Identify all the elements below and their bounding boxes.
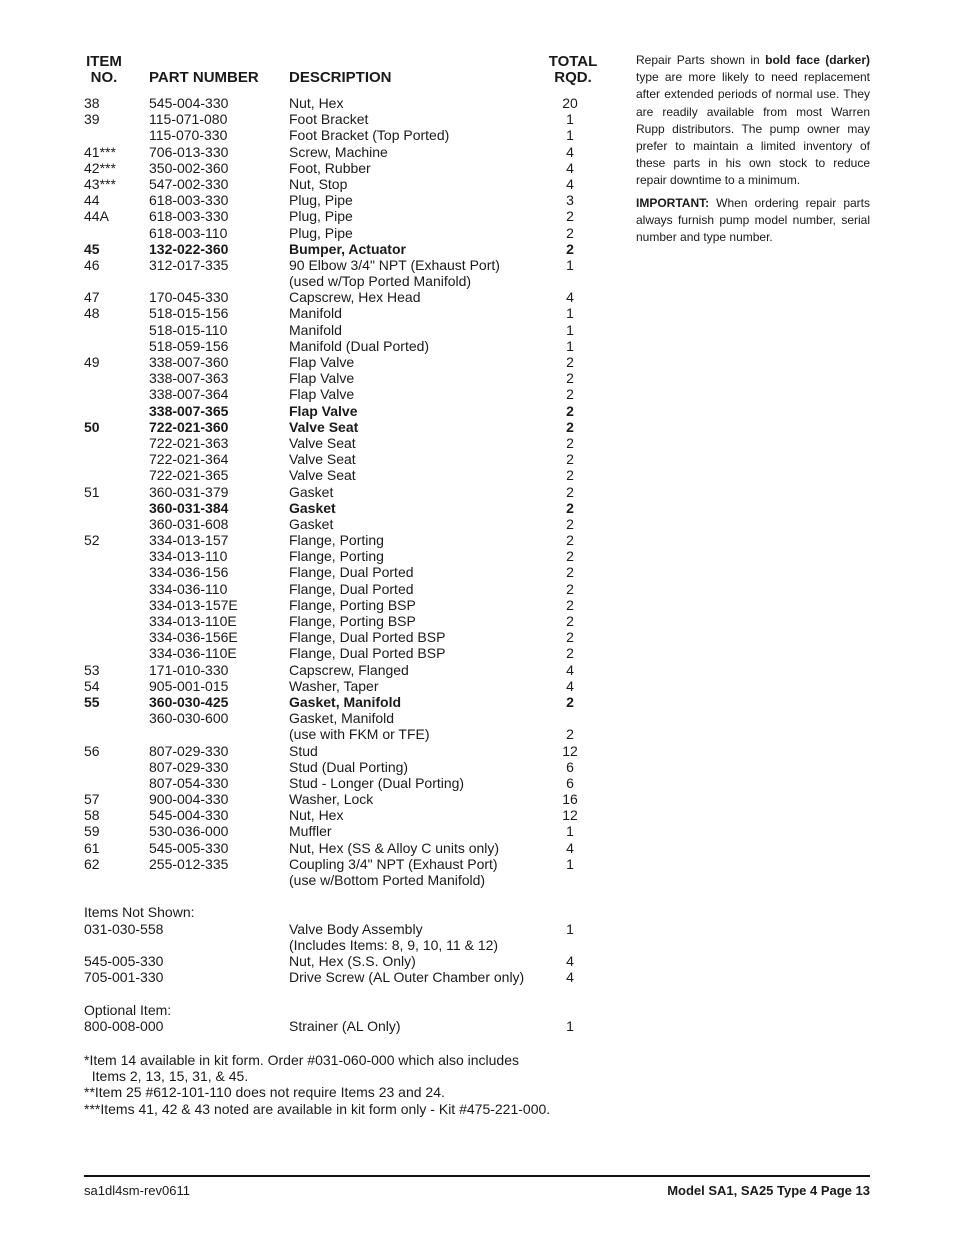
- header-item-line2: NO.: [90, 69, 118, 86]
- table-row: [84, 856, 604, 872]
- item-number: 49: [84, 354, 100, 370]
- part-number: 255-012-335: [149, 855, 229, 872]
- table-row: [84, 872, 604, 888]
- table-row: [84, 95, 604, 111]
- table-row: [84, 694, 604, 710]
- item-number: 41***: [84, 143, 116, 160]
- item-number: 43***: [84, 175, 116, 192]
- part-description: Valve Body Assembly: [289, 920, 423, 937]
- table-row: [84, 516, 604, 532]
- item-number: 800-008-000: [84, 1017, 164, 1034]
- part-number: 334-013-157: [149, 532, 229, 549]
- table-row: [84, 144, 604, 160]
- part-description: Stud: [289, 742, 318, 759]
- part-description: Manifold (Dual Ported): [289, 337, 430, 354]
- quantity: 6: [566, 774, 574, 791]
- part-description: Washer, Lock: [289, 791, 374, 808]
- quantity: 2: [566, 224, 574, 241]
- part-description: Gasket: [289, 483, 334, 500]
- table-row: [84, 564, 604, 580]
- table-row: [84, 597, 604, 613]
- quantity: 4: [566, 289, 574, 306]
- item-number: 62: [84, 855, 100, 872]
- part-description: Nut, Hex (S.S. Only): [289, 952, 416, 969]
- item-number: 44: [84, 192, 100, 209]
- header-item-no: [86, 54, 122, 86]
- part-description: (use w/Bottom Ported Manifold): [289, 872, 486, 888]
- part-number: 170-045-330: [149, 289, 229, 306]
- table-row: [84, 1002, 604, 1018]
- item-number: 61: [84, 839, 100, 856]
- quantity: 1: [566, 920, 574, 937]
- item-number: 58: [84, 807, 100, 824]
- quantity: 2: [566, 370, 574, 387]
- quantity: 2: [566, 418, 574, 435]
- part-description: Flange, Dual Ported: [289, 564, 414, 581]
- quantity: 2: [566, 434, 574, 451]
- quantity: 2: [566, 451, 574, 468]
- part-number: 706-013-330: [149, 143, 229, 160]
- item-number: Optional Item:: [84, 1001, 172, 1018]
- footnotes: [84, 1052, 550, 1117]
- part-number: 722-021-363: [149, 434, 229, 451]
- item-number: 39: [84, 111, 100, 128]
- quantity: 12: [562, 742, 578, 759]
- part-description: Flange, Dual Ported BSP: [289, 629, 446, 646]
- part-number: 722-021-364: [149, 451, 229, 468]
- part-number: 334-013-110E: [149, 613, 237, 629]
- item-number: 56: [84, 742, 100, 759]
- part-description: Capscrew, Flanged: [289, 661, 409, 678]
- part-description: Gasket, Manifold: [289, 710, 395, 727]
- item-number: 031-030-558: [84, 920, 164, 937]
- table-row: [84, 467, 604, 483]
- part-number: 334-013-110: [149, 548, 228, 565]
- table-row: [84, 807, 604, 823]
- part-number: 618-003-330: [149, 208, 229, 225]
- quantity: 16: [562, 791, 578, 808]
- part-description: Flap Valve: [289, 354, 355, 370]
- part-description: Flange, Porting BSP: [289, 613, 416, 629]
- part-description: Stud (Dual Porting): [289, 758, 409, 775]
- table-row: [84, 645, 604, 661]
- footnote-1: *Item 14 available in kit form. Order #031-060-000 which also includes: [84, 1052, 520, 1068]
- header-part-number: PART NUMBER: [149, 69, 259, 86]
- table-row: [84, 225, 604, 241]
- part-description: Flange, Dual Ported BSP: [289, 645, 446, 662]
- quantity: 2: [566, 726, 574, 743]
- table-row: [84, 581, 604, 597]
- part-number: 518-015-156: [149, 305, 229, 322]
- table-row: [84, 127, 604, 143]
- header-total-line2: RQD.: [554, 69, 592, 86]
- part-description: Valve Seat: [289, 434, 356, 451]
- quantity: 4: [566, 661, 574, 678]
- table-row: [84, 726, 604, 742]
- part-number: 338-007-360: [149, 354, 229, 370]
- table-row: [84, 775, 604, 791]
- table-row: [84, 484, 604, 500]
- part-number: 618-003-110: [149, 224, 228, 241]
- note-bold-text: bold face (darker): [765, 53, 870, 67]
- quantity: 4: [566, 677, 574, 694]
- part-description: Manifold: [289, 321, 342, 338]
- part-number: 360-031-384: [149, 499, 229, 516]
- quantity: 1: [566, 1017, 574, 1034]
- table-row: [84, 969, 604, 985]
- part-description: Flange, Dual Ported: [289, 580, 414, 597]
- table-row: [84, 305, 604, 321]
- table-row: [84, 435, 604, 451]
- quantity: 3: [566, 192, 574, 209]
- quantity: 2: [566, 208, 574, 225]
- item-number: 38: [84, 95, 100, 111]
- quantity: 4: [566, 143, 574, 160]
- item-number: 42***: [84, 159, 116, 176]
- part-number: 722-021-365: [149, 467, 229, 484]
- quantity: 2: [566, 483, 574, 500]
- table-row: [84, 629, 604, 645]
- part-number: 338-007-363: [149, 370, 229, 387]
- part-number: 334-013-157E: [149, 596, 238, 613]
- item-number: 48: [84, 305, 100, 322]
- item-number: 54: [84, 677, 100, 694]
- quantity: 1: [566, 256, 574, 273]
- table-row: [84, 338, 604, 354]
- table-row: [84, 386, 604, 402]
- part-number: 132-022-360: [149, 240, 229, 257]
- part-number: 338-007-364: [149, 386, 229, 403]
- item-number: Items Not Shown:: [84, 904, 195, 921]
- quantity: 2: [566, 580, 574, 597]
- part-number: 518-059-156: [149, 337, 229, 354]
- part-number: 905-001-015: [149, 677, 229, 694]
- header-item-line1: ITEM: [86, 53, 122, 70]
- part-number: 115-070-330: [149, 127, 228, 144]
- quantity: 2: [566, 515, 574, 532]
- table-row: [84, 419, 604, 435]
- table-row: [84, 241, 604, 257]
- item-number: 545-005-330: [84, 952, 164, 969]
- part-number: 115-071-080: [149, 111, 228, 128]
- item-number: 705-001-330: [84, 969, 164, 986]
- table-row: [84, 759, 604, 775]
- table-row: [84, 710, 604, 726]
- part-number: 171-010-330: [149, 661, 229, 678]
- part-number: 807-029-330: [149, 758, 229, 775]
- part-number: 334-036-110: [149, 580, 228, 597]
- part-description: Nut, Hex: [289, 95, 344, 111]
- table-row: [84, 548, 604, 564]
- part-description: (use with FKM or TFE): [289, 726, 430, 743]
- part-number: 350-002-360: [149, 159, 229, 176]
- part-description: Flap Valve: [289, 402, 358, 419]
- quantity: 2: [566, 467, 574, 484]
- table-row: [84, 904, 604, 920]
- quantity: 2: [566, 532, 574, 549]
- part-description: Gasket, Manifold: [289, 693, 402, 710]
- quantity: 2: [566, 548, 574, 565]
- part-description: Screw, Machine: [289, 143, 388, 160]
- part-description: Plug, Pipe: [289, 224, 353, 241]
- part-number: 807-054-330: [149, 774, 229, 791]
- part-number: 360-030-600: [149, 710, 229, 727]
- quantity: 4: [566, 159, 574, 176]
- part-description: Plug, Pipe: [289, 208, 353, 225]
- table-row: [84, 743, 604, 759]
- quantity: 2: [566, 499, 574, 516]
- part-description: Gasket: [289, 515, 334, 532]
- row-spacer: [84, 985, 604, 1001]
- quantity: 2: [566, 402, 574, 419]
- table-row: [84, 192, 604, 208]
- part-description: Valve Seat: [289, 467, 356, 484]
- table-row: [84, 354, 604, 370]
- table-row: [84, 176, 604, 192]
- table-row: [84, 823, 604, 839]
- part-description: Drive Screw (AL Outer Chamber only): [289, 969, 525, 986]
- part-description: Flange, Porting BSP: [289, 596, 416, 613]
- item-number: 50: [84, 418, 100, 435]
- table-row: [84, 273, 604, 289]
- part-number: 545-004-330: [149, 95, 229, 111]
- part-description: Stud - Longer (Dual Porting): [289, 774, 465, 791]
- part-description: Foot Bracket: [289, 111, 369, 128]
- part-number: 545-004-330: [149, 807, 229, 824]
- table-row: [84, 953, 604, 969]
- part-description: Plug, Pipe: [289, 192, 353, 209]
- quantity: 1: [566, 855, 574, 872]
- part-description: 90 Elbow 3/4" NPT (Exhaust Port): [289, 256, 500, 273]
- quantity: 2: [566, 596, 574, 613]
- note-text: type are more likely to need replacement after extended periods of normal use. They are readily available from most Warren Rupp distributors. The pump owner may prefer to maintain a limited inventory of these parts in his own stock to reduce repair downtime to a minimum.: [636, 70, 870, 188]
- item-number: 47: [84, 289, 100, 306]
- part-description: (used w/Top Ported Manifold): [289, 273, 472, 290]
- part-number: 312-017-335: [149, 256, 229, 273]
- quantity: 1: [566, 111, 574, 128]
- table-row: [84, 370, 604, 386]
- part-number: 618-003-330: [149, 192, 229, 209]
- part-description: Manifold: [289, 305, 342, 322]
- part-description: Bumper, Actuator: [289, 240, 406, 257]
- doc-code: sa1dl4sm-rev0611: [84, 1183, 190, 1198]
- table-row: [84, 289, 604, 305]
- row-spacer: [84, 888, 604, 904]
- part-number: 360-031-379: [149, 483, 229, 500]
- table-row: [84, 1018, 604, 1034]
- part-description: (Includes Items: 8, 9, 10, 11 & 12): [289, 936, 499, 953]
- quantity: 1: [566, 127, 574, 144]
- table-row: [84, 451, 604, 467]
- note-text: Repair Parts shown in: [636, 53, 766, 67]
- item-number: 59: [84, 823, 100, 840]
- table-row: [84, 322, 604, 338]
- part-description: Strainer (AL Only): [289, 1017, 401, 1034]
- part-description: Flange, Porting: [289, 532, 384, 549]
- quantity: 4: [566, 969, 574, 986]
- important-text: When ordering repair parts always furnish pump model number, serial number and type number.: [636, 195, 870, 245]
- item-number: 46: [84, 256, 100, 273]
- quantity: 4: [566, 175, 574, 192]
- header-total-rqd: [546, 54, 600, 86]
- item-number: 52: [84, 532, 100, 549]
- footnote-2: **Item 25 #612-101-110 does not require Items 23 and 24.: [84, 1084, 445, 1101]
- quantity: 6: [566, 758, 574, 775]
- important-label: IMPORTANT:: [636, 195, 710, 210]
- header-description: DESCRIPTION: [289, 69, 392, 86]
- table-row: [84, 613, 604, 629]
- repair-parts-note: [636, 52, 870, 251]
- part-description: Valve Seat: [289, 451, 356, 468]
- item-number: 55: [84, 693, 100, 710]
- item-number: 45: [84, 240, 100, 257]
- footnote-1-cont: Items 2, 13, 15, 31, & 45.: [84, 1068, 249, 1085]
- part-description: Muffler: [289, 823, 332, 840]
- part-number: 545-005-330: [149, 839, 229, 856]
- table-row: [84, 111, 604, 127]
- table-row: [84, 208, 604, 224]
- part-number: 518-015-110: [149, 321, 228, 338]
- part-description: Washer, Taper: [289, 677, 379, 694]
- parts-table: [84, 95, 604, 1034]
- item-number: 51: [84, 483, 100, 500]
- part-number: 530-036-000: [149, 823, 229, 840]
- quantity: 2: [566, 386, 574, 403]
- part-number: 722-021-360: [149, 418, 229, 435]
- part-description: Flange, Porting: [289, 548, 384, 565]
- part-description: Coupling 3/4" NPT (Exhaust Port): [289, 855, 498, 872]
- quantity: 20: [562, 95, 578, 111]
- part-description: Flap Valve: [289, 370, 355, 387]
- part-number: 334-036-110E: [149, 645, 237, 662]
- table-row: [84, 532, 604, 548]
- part-number: 547-002-330: [149, 175, 229, 192]
- table-row: [84, 678, 604, 694]
- part-number: 360-030-425: [149, 693, 229, 710]
- quantity: 2: [566, 354, 574, 370]
- part-number: 807-029-330: [149, 742, 229, 759]
- part-description: Nut, Hex: [289, 807, 344, 824]
- header-total-line1: TOTAL: [548, 53, 598, 70]
- part-number: 334-036-156E: [149, 629, 238, 646]
- quantity: 2: [566, 613, 574, 629]
- page-label: Model SA1, SA25 Type 4 Page 13: [667, 1183, 870, 1198]
- quantity: 2: [566, 564, 574, 581]
- important-paragraph: [636, 195, 870, 247]
- table-row: [84, 937, 604, 953]
- item-number: 57: [84, 791, 100, 808]
- part-number: 360-031-608: [149, 515, 229, 532]
- quantity: 2: [566, 629, 574, 646]
- part-description: Flap Valve: [289, 386, 355, 403]
- part-number: 334-036-156: [149, 564, 229, 581]
- table-row: [84, 500, 604, 516]
- part-description: Valve Seat: [289, 418, 359, 435]
- quantity: 2: [566, 693, 574, 710]
- quantity: 2: [566, 240, 574, 257]
- table-row: [84, 257, 604, 273]
- repair-parts-paragraph: [636, 52, 870, 190]
- part-description: Foot, Rubber: [289, 159, 371, 176]
- table-row: [84, 662, 604, 678]
- quantity: 1: [566, 321, 574, 338]
- part-number: 900-004-330: [149, 791, 229, 808]
- part-number: 338-007-365: [149, 402, 229, 419]
- table-row: [84, 921, 604, 937]
- table-row: [84, 840, 604, 856]
- quantity: 1: [566, 337, 574, 354]
- quantity: 4: [566, 952, 574, 969]
- part-description: Foot Bracket (Top Ported): [289, 127, 450, 144]
- table-row: [84, 403, 604, 419]
- footnote-3: ***Items 41, 42 & 43 noted are available in kit form only - Kit #475-221-000.: [84, 1100, 551, 1117]
- footer-rule: [84, 1175, 870, 1177]
- part-description: Nut, Hex (SS & Alloy C units only): [289, 839, 500, 856]
- quantity: 1: [566, 823, 574, 840]
- table-row: [84, 791, 604, 807]
- item-number: 44A: [84, 208, 109, 225]
- quantity: 1: [566, 305, 574, 322]
- part-description: Nut, Stop: [289, 175, 348, 192]
- quantity: 12: [562, 807, 578, 824]
- table-row: [84, 160, 604, 176]
- part-description: Capscrew, Hex Head: [289, 289, 421, 306]
- quantity: 2: [566, 645, 574, 662]
- quantity: 4: [566, 839, 574, 856]
- item-number: 53: [84, 661, 100, 678]
- part-description: Gasket: [289, 499, 336, 516]
